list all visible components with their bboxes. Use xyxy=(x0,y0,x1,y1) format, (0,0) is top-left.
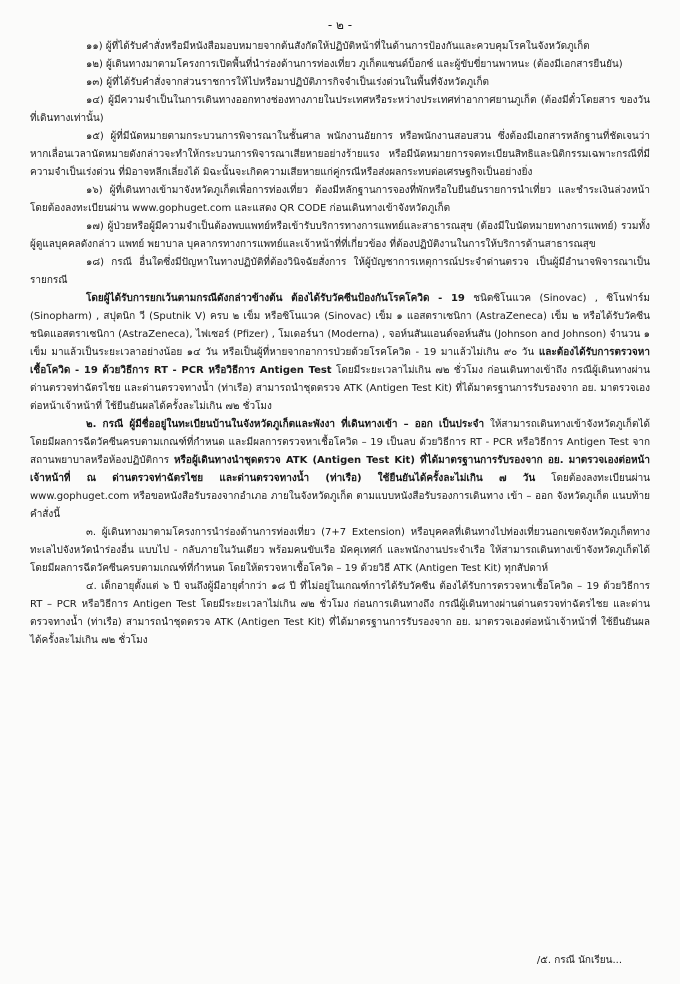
vaccine-tail: โดยมีระยะเวลาไม่เกิน ๗๒ ชั่วโมง ก่อนเดินทางเข้าถึง กรณีผู้เดินทางผ่านด่านตรวจท่าฉัตรไชย และด่านตรวจทางน้ำ (ท่าเรือ) สามารถนำชุดตรวจ ATK (Antigen Test Kit) ที่ได้มาตรฐานการรับรองจาก อย. มาตรวจเองต่อหน้าเจ้าหน้าที่ ใช้ยืนยันผลได้ครั้งละไม่เกิน ๗๒ ชั่วโมง xyxy=(30,365,650,412)
section-2-paragraph xyxy=(30,416,650,524)
vaccine-lead: โดยผู้ได้รับการยกเว้นตามกรณีดังกล่าวข้างต้น ต้องได้รับวัคซีนป้องกันโรคโควิด - 19 xyxy=(86,293,465,304)
item-number: ๑๕) xyxy=(86,131,104,142)
exemption-item xyxy=(30,56,650,74)
item-text: ผู้ที่ได้รับคำสั่งหรือมีหนังสือมอบหมายจากต้นสังกัดให้ปฏิบัติหน้าที่ในด้านการป้องกันและควบคุมโรคในจังหวัดภูเก็ต xyxy=(105,41,590,52)
page-number: - ๒ - xyxy=(327,18,353,32)
item-text: ผู้ที่ได้รับคำสั่งจากส่วนราชการให้ไปหรือมาปฏิบัติภารกิจจำเป็นเร่งด่วนในพื้นที่จังหวัดภูเก็ต xyxy=(106,77,490,88)
section-2-atk-note: หรือผู้เดินทางนำชุดตรวจ ATK (Antigen Test Kit) ที่ได้มาตรฐานการรับรองจาก อย. มาตรวจเองต่อหน้าเจ้าหน้าที่ ณ ด่านตรวจท่าฉัตรไชย และด่านตรวจทางน้ำ (ท่าเรือ) ใช้ยืนยันได้ครั้งละไม่เกิน ๗ วัน xyxy=(30,455,650,484)
exemption-item xyxy=(30,38,650,56)
section-2-body: ให้สามารถเดินทางเข้าจังหวัดภูเก็ตได้ โดยมีผลการฉีดวัคซีนครบตามเกณฑ์ที่กำหนด และมีผลการตรวจหาเชื้อโควิด – 19 เป็นลบ ด้วยวิธีการ RT - PCR หรือวิธีการ Antigen Test จากสถานพยาบาลหรือห้องปฏิบัติการ xyxy=(30,419,650,466)
vaccine-paragraph xyxy=(30,290,650,416)
continuation-note: /๕. กรณี นักเรียน... xyxy=(536,955,622,966)
exemption-item xyxy=(30,92,650,128)
item-text: ผู้ที่มีนัดหมายตามกระบวนการพิจารณาในชั้นศาล พนักงานอัยการ หรือพนักงานสอบสวน ซึ่งต้องมีเอกสารหลักฐานที่ชัดเจนว่าหากเลื่อนเวลานัดหมายดังกล่าวจะทำให้กระบวนการพิจารณาเสียหายอย่างร้ายแรง หรือมีนัดหมายการจดทะเบียนสิทธิและนิติกรรมเฉพาะกรณีที่มีความจำเป็นเร่งด่วน ที่มิอาจหลีกเลี่ยงได้ มิฉะนั้นจะเกิดความเสียหายแก่คู่กรณีหรือส่งผลกระทบต่อเศรษฐกิจเป็นอย่างยิ่ง xyxy=(30,131,650,178)
item-text: กรณี อื่นใดซึ่งมีปัญหาในทางปฏิบัติที่ต้องวินิจฉัยสั่งการ ให้ผู้บัญชาการเหตุการณ์ประจำด่านตรวจ เป็นผู้มีอำนาจพิจารณาเป็นรายกรณี xyxy=(30,257,650,286)
item-number: ๑๑) xyxy=(86,41,103,52)
exemption-item xyxy=(30,218,650,254)
item-number: ๑๒) xyxy=(86,59,103,70)
item-text: ผู้ที่เดินทางเข้ามาจังหวัดภูเก็ตเพื่อการท่องเที่ยว ต้องมีหลักฐานการจองที่พักหรือใบยืนยันรายการนำเที่ยว และชำระเงินล่วงหน้า โดยต้องลงทะเบียนผ่าน www.gophuget.com และแสดง QR CODE ก่อนเดินทางเข้าจังหวัดภูเก็ต xyxy=(30,185,650,214)
section-3-paragraph: ๓. ผู้เดินทางมาตามโครงการนำร่องด้านการท่องเที่ยว (7+7 Extension) หรือบุคคลที่เดินทางไปท่องเที่ยวนอกเขตจังหวัดภูเก็ตทางทะเลไปจังหวัดนำร่องอื่น แบบไป - กลับภายในวันเดียว พร้อมคนขับเรือ มัคคุเทศก์ และพนักงานประจำเรือ ให้สามารถเดินทางเข้าจังหวัดภูเก็ตได้โดยมีผลการฉีดวัคซีนครบตามเกณฑ์ที่กำหนด โดยให้ตรวจหาเชื้อโควิด – 19 ด้วยวิธี ATK (Antigen Test Kit) ทุกสัปดาห์ xyxy=(30,527,650,574)
exemption-item xyxy=(30,254,650,290)
item-number: ๑๗) xyxy=(86,221,104,232)
item-text: ผู้ป่วยหรือผู้มีความจำเป็นต้องพบแพทย์หรือเข้ารับบริการทางการแพทย์และสาธารณสุข (ต้องมีใบนัดหมายทางการแพทย์) รวมทั้งผู้ดูแลบุคคลดังกล่าว แพทย์ พยาบาล บุคลากรทางการแพทย์และเจ้าหน้าที่ที่เกี่ยวข้อง ที่ต้องปฏิบัติงานในการให้บริการด้านสาธารณสุข xyxy=(30,221,650,250)
exemption-item xyxy=(30,182,650,218)
item-number: ๑๓) xyxy=(86,77,104,88)
item-number: ๑๔) xyxy=(86,95,104,106)
section-2-tail: โดยต้องลงทะเบียนผ่าน www.gophuget.com หรือขอหนังสือรับรองจากอำเภอ ภายในจังหวัดภูเก็ต ตามแบบหนังสือรับรองการเดินทาง เข้า – ออก จังหวัดภูเก็ต แนบท้ายคำสั่งนี้ xyxy=(30,473,651,520)
item-text: ผู้เดินทางมาตามโครงการเปิดพื้นที่นำร่องด้านการท่องเที่ยว ภูเก็ตแซนด์บ็อกซ์ และผู้ขับขี่ยานพาหนะ (ต้องมีเอกสารยืนยัน) xyxy=(106,59,623,70)
item-number: ๑๘) xyxy=(86,257,104,268)
exemption-item xyxy=(30,128,650,182)
item-text: ผู้มีความจำเป็นในการเดินทางออกทางช่องทางภายในประเทศหรือระหว่างประเทศท่าอากาศยานภูเก็ต (ต้องมีตั๋วโดยสาร ของวันที่เดินทางเท่านั้น) xyxy=(30,95,650,124)
vaccine-body: ชนิดซิโนแวค (Sinovac) , ซิโนฟาร์ม (Sinopharm) , สปุตนิก วี (Sputnik V) ครบ ๒ เข็ม หรือซิโนแวค (Sinovac) เข็ม ๑ แอสตราเซนิกา (AstraZeneca) เข็ม ๒ หรือได้รับวัคซีนชนิดแอสตราเซนิกา (AstraZeneca), ไฟเซอร์ (Pfizer) , โมเดอร์นา (Moderna) , จอห์นสันแอนด์จอห์นสัน (Johnson and Johnson) จำนวน ๑ เข็ม มาแล้วเป็นระยะเวลาอย่างน้อย ๑๔ วัน หรือเป็นผู้ที่หายจากอาการป่วยด้วยโรคโควิด - 19 มาแล้วไม่เกิน ๙๐ วัน xyxy=(30,293,650,358)
vaccine-test-requirement: และต้องได้รับการตรวจหาเชื้อโควิด - 19 ด้วยวิธีการ RT - PCR หรือวิธีการ Antigen Test xyxy=(30,347,650,376)
exemption-item xyxy=(30,74,650,92)
section-2-heading: ๒. กรณี ผู้มีชื่ออยู่ในทะเบียนบ้านในจังหวัดภูเก็ตและพังงา ที่เดินทางเข้า – ออก เป็นประจำ xyxy=(86,419,485,430)
item-number: ๑๖) xyxy=(86,185,103,196)
exemption-list xyxy=(30,38,650,290)
section-4-paragraph: ๔. เด็กอายุตั้งแต่ ๖ ปี จนถึงผู้มีอายุต่ำกว่า ๑๘ ปี ที่ไม่อยู่ในเกณฑ์การได้รับวัคซีน ต้องได้รับการตรวจหาเชื้อโควิด – 19 ด้วยวิธีการ RT – PCR หรือวิธีการ Antigen Test โดยมีระยะเวลาไม่เกิน ๗๒ ชั่วโมง ก่อนการเดินทางถึง กรณีผู้เดินทางผ่านด่านตรวจท่าฉัตรไชย และด่านตรวจทางน้ำ (ท่าเรือ) สามารถนำชุดตรวจ ATK (Antigen Test Kit) ที่ได้มาตรฐานการรับรองจาก อย. มาตรวจเองต่อหน้าเจ้าหน้าที่ ใช้ยืนยันผลได้ครั้งละไม่เกิน ๗๒ ชั่วโมง xyxy=(30,581,650,646)
